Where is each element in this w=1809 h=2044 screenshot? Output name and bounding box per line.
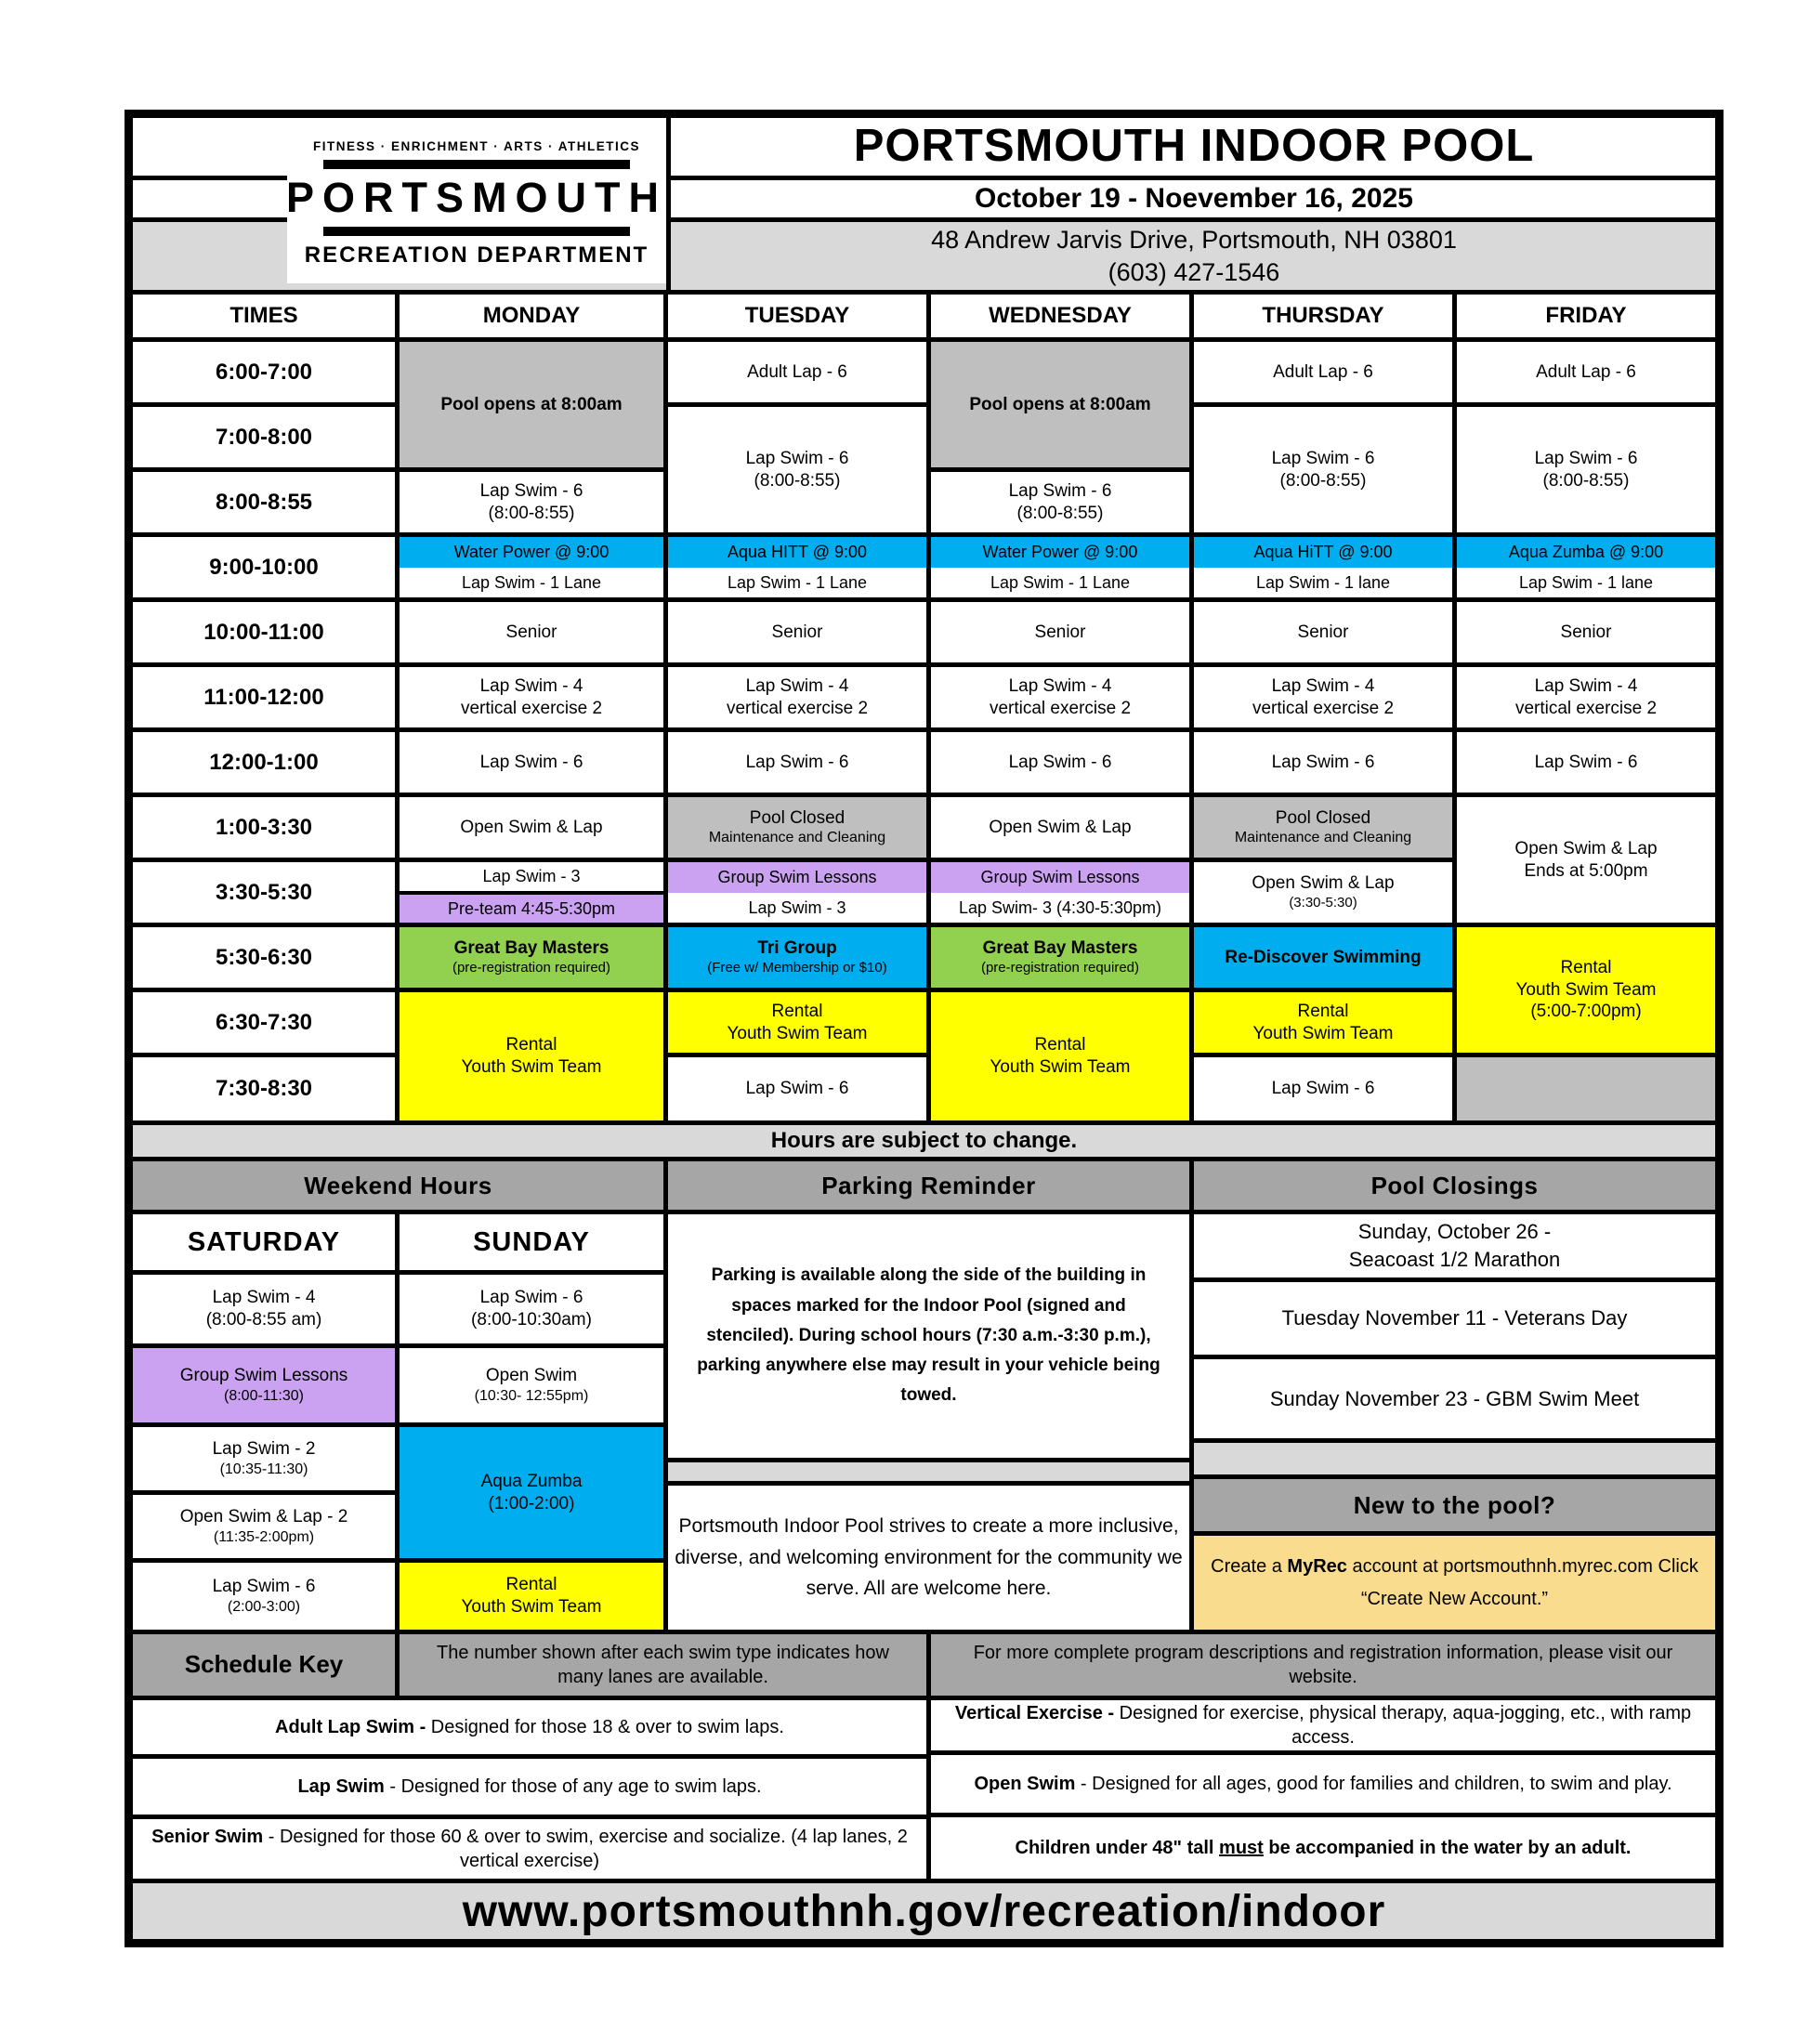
key-senior-swim: Senior Swim - Designed for those 60 & over to swim, exercise and socialize. (4 lap lanes, 2 vertical exercise): [133, 1819, 926, 1879]
key-vertical-exercise: Vertical Exercise - Designed for exercise, physical therapy, aqua-jogging, etc., with ramp access.: [931, 1700, 1715, 1750]
cell-thursday-lap-1200: Lap Swim - 6: [1194, 732, 1452, 793]
key-children-note: Children under 48" tall must be accompanied in the water by an adult.: [931, 1817, 1715, 1879]
sunday-header: SUNDAY: [400, 1214, 663, 1270]
cell-tuesday-900: Aqua HITT @ 9:00 Lap Swim - 1 Lane: [668, 537, 926, 597]
cell-thursday-lap-730: Lap Swim - 6: [1194, 1057, 1452, 1120]
group-swim-lessons-band: Group Swim Lessons: [668, 862, 926, 893]
weekend-grid: [133, 1214, 663, 1630]
cell-friday-rental: Rental Youth Swim Team (5:00-7:00pm): [1457, 927, 1715, 1053]
cell-saturday-lap-6: Lap Swim - 6 (2:00-3:00): [133, 1563, 395, 1630]
cell-monday-masters: Great Bay Masters (pre-registration required): [400, 927, 663, 988]
cell-tuesday-tri-group: Tri Group (Free w/ Membership or $10): [668, 927, 926, 988]
key-description-rows: [133, 1700, 1715, 1879]
cell-friday-lap-1100: Lap Swim - 4 vertical exercise 2: [1457, 667, 1715, 727]
cell-wednesday-senior: Senior: [931, 602, 1189, 662]
website-note: For more complete program descriptions and registration information, please visit our website.: [931, 1634, 1715, 1696]
cell-monday-330: Lap Swim - 3 Pre-team 4:45-5:30pm: [400, 862, 663, 923]
cell-thursday-900: Aqua HiTT @ 9:00 Lap Swim - 1 lane: [1194, 537, 1452, 597]
cell-saturday-lap-4: Lap Swim - 4 (8:00-8:55 am): [133, 1275, 395, 1343]
logo-rule: [323, 160, 630, 169]
pool-closings-header: Pool Closings: [1194, 1161, 1715, 1210]
cell-wednesday-rental: Rental Youth Swim Team: [931, 992, 1189, 1120]
column-header-friday: FRIDAY: [1457, 295, 1715, 337]
cell-friday-lap-700: Lap Swim - 6 (8:00-8:55): [1457, 407, 1715, 532]
cell-sunday-lap-6: Lap Swim - 6 (8:00-10:30am): [400, 1275, 663, 1343]
cell-wednesday-masters: Great Bay Masters (pre-registration required): [931, 927, 1189, 988]
time-label: 8:00-8:55: [133, 472, 395, 532]
cell-wednesday-pool-opens: Pool opens at 8:00am: [931, 342, 1189, 467]
cell-tuesday-lap-1200: Lap Swim - 6: [668, 732, 926, 793]
parking-reminder-text: Parking is available along the side of the building in spaces marked for the Indoor Pool (signed and stenciled). During school hours (7:30 a.m.-3:30 p.m.), parking anywhere else may result in your vehicle being towed.: [668, 1214, 1189, 1458]
cell-thursday-rediscover: Re-Discover Swimming: [1194, 927, 1452, 988]
recreation-department-logo: [287, 124, 666, 283]
time-label: 11:00-12:00: [133, 667, 395, 727]
cell-saturday-lap-2: Lap Swim - 2 (10:35-11:30): [133, 1427, 395, 1490]
group-swim-lessons-band: Group Swim Lessons: [931, 862, 1189, 893]
info-sections: [133, 1161, 1715, 1630]
cell-friday-900: Aqua Zumba @ 9:00 Lap Swim - 1 lane: [1457, 537, 1715, 597]
phone-number: (603) 427-1546: [1108, 258, 1280, 286]
cell-monday-open-swim: Open Swim & Lap: [400, 797, 663, 858]
cell-wednesday-lap-800: Lap Swim - 6 (8:00-8:55): [931, 472, 1189, 532]
cell-tuesday-adult-lap: Adult Lap - 6: [668, 342, 926, 402]
flyer-header: [133, 118, 1715, 290]
mission-statement: Portsmouth Indoor Pool strives to create a more inclusive, diverse, and welcoming environment for the community we serve. All are welcome here.: [668, 1486, 1189, 1630]
date-range: October 19 - Noevember 16, 2025: [975, 183, 1413, 214]
divider: [668, 1462, 1189, 1481]
divider: [1194, 1443, 1715, 1474]
saturday-header: SATURDAY: [133, 1214, 395, 1270]
cell-thursday-rental: Rental Youth Swim Team: [1194, 992, 1452, 1053]
cell-tuesday-lap-1100: Lap Swim - 4 vertical exercise 2: [668, 667, 926, 727]
cell-thursday-pool-closed: Pool Closed Maintenance and Cleaning: [1194, 797, 1452, 858]
cell-monday-senior: Senior: [400, 602, 663, 662]
hours-subject-to-change-note: Hours are subject to change.: [133, 1125, 1715, 1157]
cell-tuesday-senior: Senior: [668, 602, 926, 662]
closing-item: Sunday November 23 - GBM Swim Meet: [1194, 1359, 1715, 1438]
time-label: 9:00-10:00: [133, 537, 395, 597]
time-label: 7:00-8:00: [133, 407, 395, 467]
cell-tuesday-rental: Rental Youth Swim Team: [668, 992, 926, 1053]
parking-reminder-header: Parking Reminder: [668, 1161, 1189, 1210]
cell-saturday-lessons: Group Swim Lessons (8:00-11:30): [133, 1348, 395, 1422]
cell-sunday-open-swim: Open Swim (10:30- 12:55pm): [400, 1348, 663, 1422]
water-power-class: Water Power @ 9:00: [400, 537, 663, 568]
cell-monday-lap-800: Lap Swim - 6 (8:00-8:55): [400, 472, 663, 532]
time-label: 6:30-7:30: [133, 992, 395, 1053]
cell-tuesday-330: Group Swim Lessons Lap Swim - 3: [668, 862, 926, 923]
cell-friday-adult-lap: Adult Lap - 6: [1457, 342, 1715, 402]
cell-monday-pool-opens: Pool opens at 8:00am: [400, 342, 663, 467]
parking-reminder-section: [668, 1161, 1189, 1630]
website-url: www.portsmouthnh.gov/recreation/indoor: [133, 1883, 1715, 1939]
cell-monday-rental: Rental Youth Swim Team: [400, 992, 663, 1120]
cell-wednesday-lap-1100: Lap Swim - 4 vertical exercise 2: [931, 667, 1189, 727]
lanes-note: The number shown after each swim type indicates how many lanes are available.: [400, 1634, 926, 1696]
cell-wednesday-open-swim: Open Swim & Lap: [931, 797, 1189, 858]
column-header-thursday: THURSDAY: [1194, 295, 1452, 337]
cell-wednesday-330: Group Swim Lessons Lap Swim- 3 (4:30-5:30pm): [931, 862, 1189, 923]
day-header-row: [133, 295, 1715, 337]
column-header-monday: MONDAY: [400, 295, 663, 337]
cell-tuesday-pool-closed: Pool Closed Maintenance and Cleaning: [668, 797, 926, 858]
logo-tagline: FITNESS · ENRICHMENT · ARTS · ATHLETICS: [313, 138, 640, 153]
time-label: 3:30-5:30: [133, 862, 395, 923]
weekend-hours-header: Weekend Hours: [133, 1161, 663, 1210]
closing-item: Tuesday November 11 - Veterans Day: [1194, 1282, 1715, 1355]
pool-closings-section: [1194, 1161, 1715, 1630]
water-power-class: Water Power @ 9:00: [931, 537, 1189, 568]
cell-sunday-rental: Rental Youth Swim Team: [400, 1563, 663, 1630]
closing-item: Sunday, October 26 - Seacoast 1/2 Marathon: [1194, 1214, 1715, 1278]
time-label: 7:30-8:30: [133, 1057, 395, 1120]
cell-thursday-adult-lap: Adult Lap - 6: [1194, 342, 1452, 402]
time-label: 5:30-6:30: [133, 927, 395, 988]
cell-friday-evening-empty: [1457, 1057, 1715, 1120]
cell-monday-lap-1100: Lap Swim - 4 vertical exercise 2: [400, 667, 663, 727]
cell-wednesday-lap-1200: Lap Swim - 6: [931, 732, 1189, 793]
cell-monday-900: Water Power @ 9:00 Lap Swim - 1 Lane: [400, 537, 663, 597]
cell-saturday-open-swim: Open Swim & Lap - 2 (11:35-2:00pm): [133, 1495, 395, 1558]
schedule-key-title: Schedule Key: [133, 1634, 395, 1696]
logo-name: PORTSMOUTH: [286, 173, 667, 221]
pre-team-band: Pre-team 4:45-5:30pm: [400, 895, 663, 924]
cell-sunday-aqua-zumba: Aqua Zumba (1:00-2:00): [400, 1427, 663, 1558]
street-address: 48 Andrew Jarvis Drive, Portsmouth, NH 03801: [931, 226, 1457, 254]
column-header-times: TIMES: [133, 295, 395, 337]
logo-rule: [323, 227, 630, 236]
cell-friday-senior: Senior: [1457, 602, 1715, 662]
new-to-pool-header: New to the pool?: [1194, 1479, 1715, 1531]
cell-thursday-lap-700: Lap Swim - 6 (8:00-8:55): [1194, 407, 1452, 532]
aqua-hitt-class: Aqua HiTT @ 9:00: [1194, 537, 1452, 568]
key-lap-swim: Lap Swim - Designed for those of any age to swim laps.: [133, 1759, 926, 1815]
column-header-wednesday: WEDNESDAY: [931, 295, 1189, 337]
key-right-column: [931, 1700, 1715, 1879]
cell-monday-lap-1200: Lap Swim - 6: [400, 732, 663, 793]
cell-tuesday-lap-730: Lap Swim - 6: [668, 1057, 926, 1120]
time-label: 10:00-11:00: [133, 602, 395, 662]
time-label: 1:00-3:30: [133, 797, 395, 858]
cell-thursday-lap-1100: Lap Swim - 4 vertical exercise 2: [1194, 667, 1452, 727]
aqua-hitt-class: Aqua HITT @ 9:00: [668, 537, 926, 568]
key-open-swim: Open Swim - Designed for all ages, good for families and children, to swim and play.: [931, 1755, 1715, 1813]
key-adult-lap-swim: Adult Lap Swim - Designed for those 18 & over to swim laps.: [133, 1700, 926, 1754]
column-header-tuesday: TUESDAY: [668, 295, 926, 337]
logo-department: RECREATION DEPARTMENT: [304, 242, 649, 268]
cell-thursday-open-swim: Open Swim & Lap (3:30-5:30): [1194, 862, 1452, 923]
weekly-schedule-grid: [133, 342, 1715, 1120]
myrec-account-note: Create a MyRec account at portsmouthnh.myrec.com Click “Create New Account.”: [1194, 1536, 1715, 1630]
page-title: PORTSMOUTH INDOOR POOL: [853, 121, 1535, 171]
time-label: 6:00-7:00: [133, 342, 395, 402]
schedule-key-band: [133, 1634, 1715, 1696]
key-left-column: [133, 1700, 926, 1879]
schedule-sheet: [125, 110, 1724, 1947]
aqua-zumba-class: Aqua Zumba @ 9:00: [1457, 537, 1715, 568]
cell-wednesday-900: Water Power @ 9:00 Lap Swim - 1 Lane: [931, 537, 1189, 597]
cell-friday-lap-1200: Lap Swim - 6: [1457, 732, 1715, 793]
cell-friday-open-swim: Open Swim & Lap Ends at 5:00pm: [1457, 797, 1715, 923]
time-label: 12:00-1:00: [133, 732, 395, 793]
cell-thursday-senior: Senior: [1194, 602, 1452, 662]
weekend-hours-section: [133, 1161, 663, 1630]
cell-tuesday-lap-700: Lap Swim - 6 (8:00-8:55): [668, 407, 926, 532]
